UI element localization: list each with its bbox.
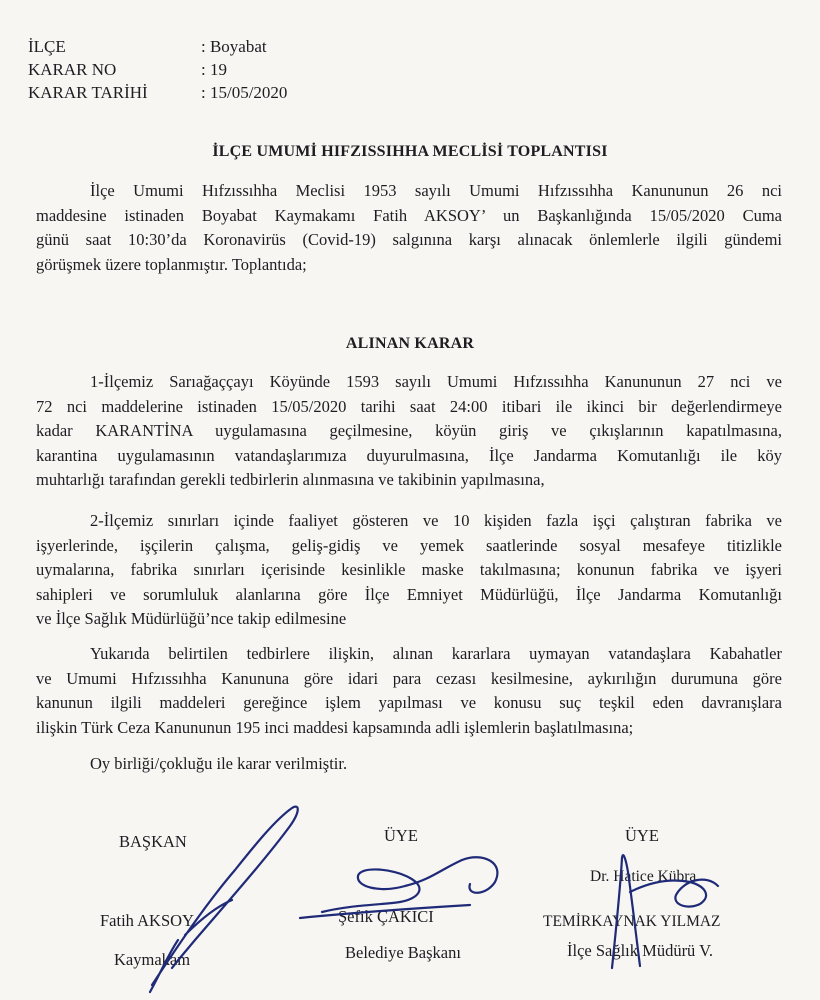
- baskan-name: Fatih AKSOY: [100, 911, 194, 930]
- intro-line: günü saat 10:30’da Koronavirüs (Covid-19) salgınına karşı alınacak önlemlerle ilgili gündemi: [36, 230, 782, 250]
- item3-line: ilişkin Türk Ceza Kanununun 195 inci maddesi kapsamında adli işlemlerin başlatılmasına;: [36, 717, 634, 737]
- karar-no-label: KARAR NO: [28, 60, 117, 79]
- item1-line: 1-İlçemiz Sarıağaççayı Köyünde 1593 sayılı Umumi Hıfzıssıhha Kanununun 27 nci ve: [90, 372, 782, 391]
- uye2-name-line1: Dr. Hatice Kübra: [590, 868, 697, 885]
- intro-line: görüşmek üzere toplanmıştır. Toplantıda;: [36, 254, 307, 274]
- uye2-role: İlçe Sağlık Müdürü V.: [567, 941, 714, 960]
- uye1-title: ÜYE: [384, 826, 418, 845]
- karar-tarihi-value: : 15/05/2020: [201, 83, 288, 102]
- ilce-value: : Boyabat: [201, 37, 267, 56]
- item2-line: uymalarına, fabrika sınırları içerisinde kesinlikle maske takılmasına; konunun fabrika ve işyeri: [36, 560, 782, 580]
- item1-line: 72 nci maddelerine istinaden 15/05/2020 tarihi saat 24:00 itibari ile ikinci bir değerlendirmeye: [36, 396, 782, 416]
- item2-line: sahipleri ve sorumluluk alanlarına göre İlçe Emniyet Müdürlüğü, İlçe Jandarma Komutanlığı: [36, 584, 782, 604]
- item3-line: Yukarıda belirtilen tedbirlere ilişkin, alınan kararlara uymayan vatandaşlara Kabahatler: [90, 644, 782, 663]
- decision-title: ALINAN KARAR: [345, 335, 475, 352]
- header-karar-tarihi: [28, 82, 287, 104]
- item2-line: 2-İlçemiz sınırları içinde faaliyet gösteren ve 10 kişiden fazla işçi çalıştıran fabrika ve: [90, 511, 782, 530]
- header-karar-no: [28, 59, 227, 81]
- baskan-title: BAŞKAN: [119, 832, 187, 851]
- item3-line: ve Umumi Hıfzıssıhha Kanununa göre idari para cezası kesilmesine, aykırılığın durumuna göre: [36, 668, 782, 688]
- item1-line: kadar KARANTİNA uygulamasına geçilmesine, köyün giriş ve çıkışlarının kapatılmasına,: [36, 421, 782, 441]
- ilce-label: İLÇE: [28, 37, 66, 56]
- item1-line: muhtarlığı tarafından gerekli tedbirlerin alınmasına ve takibinin yapılmasına,: [36, 470, 545, 490]
- uye2-name-line2: TEMİRKAYNAK YILMAZ: [543, 913, 721, 930]
- uye1-name: Şefik ÇAKICI: [338, 907, 434, 926]
- decision-item-2: [36, 509, 782, 632]
- document-title: İLÇE UMUMİ HIFZISSIHHA MECLİSİ TOPLANTISI: [212, 143, 608, 160]
- item3-line: kanunun ilgili maddeleri gereğince işlem yapılması ve konusu suç teşkil eden davranışlara: [36, 693, 782, 713]
- decision-item-1: [36, 370, 782, 493]
- baskan-role: Kaymakam: [114, 950, 191, 969]
- item1-line: karantina uygulamasının vatandaşlarımıza duyurulmasına, İlçe Jandarma Komutanlığı ile köy: [36, 445, 782, 465]
- karar-no-value: : 19: [201, 60, 227, 79]
- intro-line: İlçe Umumi Hıfzıssıhha Meclisi 1953 sayılı Umumi Hıfzıssıhha Kanununun 26 nci: [90, 181, 782, 200]
- intro-paragraph: [36, 179, 782, 277]
- item2-line: ve İlçe Sağlık Müdürlüğü’nce takip edilmesine: [36, 609, 347, 629]
- header-ilce: [28, 36, 267, 58]
- decision-item-3: [36, 642, 782, 740]
- uye2-title: ÜYE: [625, 826, 659, 845]
- karar-tarihi-label: KARAR TARİHİ: [28, 83, 148, 102]
- item2-line: işyerlerinde, işçilerin çalışma, geliş-gidiş ve yemek saatlerinde sosyal mesafeye titizlikle: [36, 535, 782, 555]
- intro-line: maddesine istinaden Boyabat Kaymakamı Fatih AKSOY’ un Başkanlığında 15/05/2020 Cuma: [36, 205, 782, 225]
- vote-statement: Oy birliği/çokluğu ile karar verilmiştir.: [90, 754, 348, 773]
- uye1-role: Belediye Başkanı: [345, 943, 461, 962]
